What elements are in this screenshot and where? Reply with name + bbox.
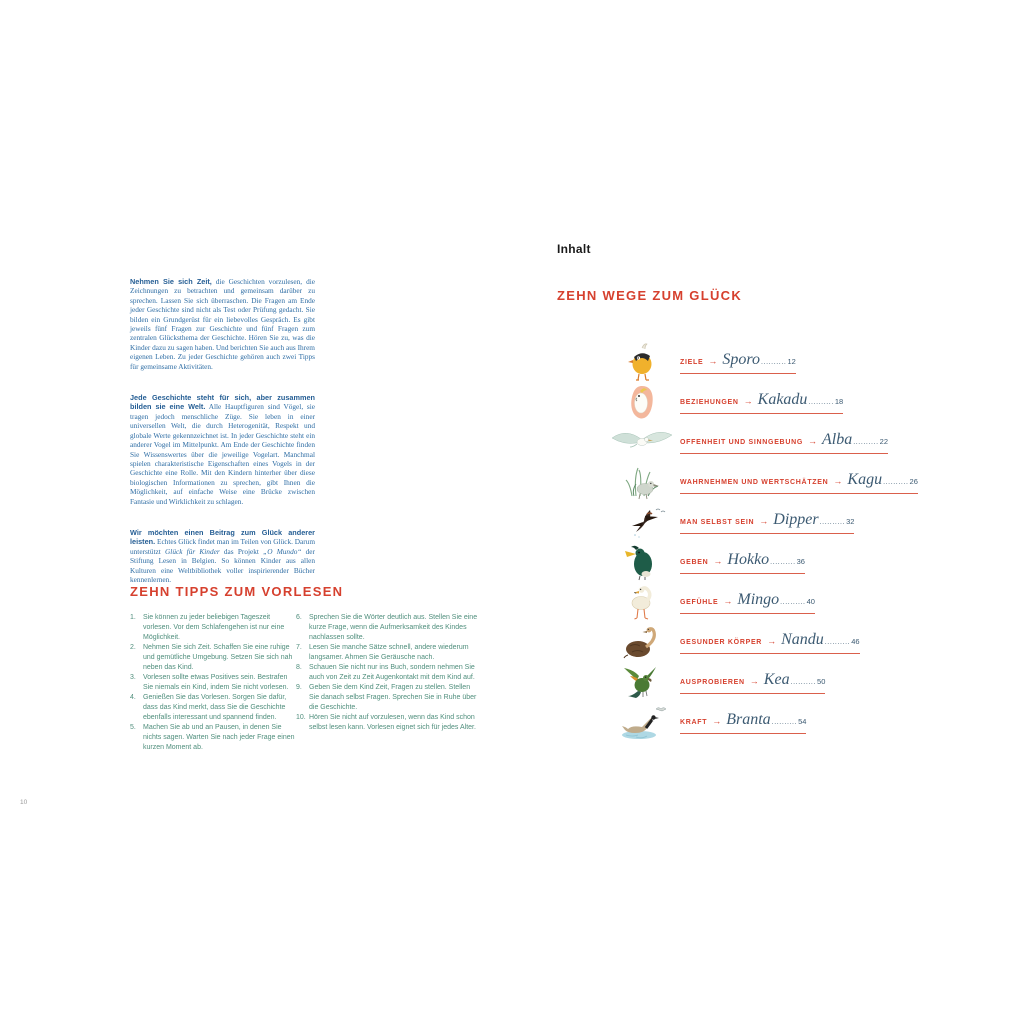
arrow-icon: → — [712, 715, 722, 726]
toc-entry-gesunder-koerper — [610, 622, 940, 662]
dotted-leader — [853, 439, 878, 446]
toc-label: GEBEN — [680, 558, 709, 566]
tip-text: Nehmen Sie sich Zeit. Schaffen Sie eine ruhige und gemütliche Umgebung. Setzen Sie sich nah neben das Kind. — [143, 644, 293, 671]
tip-item — [296, 613, 478, 643]
paragraph-body: Echtes Glück findet man im Teilen von Glück. Darum unterstützt — [130, 537, 316, 556]
paragraph-body: der Stiftung Lesen in Belgien. So können Kinder aus allen Kulturen eine Weltbibliothek voller inspirierender Bücher kennenlernen. — [130, 546, 315, 584]
toc-entry-kraft — [610, 702, 940, 742]
bird-name: Kakadu — [757, 390, 808, 408]
tip-number: 2. — [130, 644, 136, 651]
paragraph-lead: Wir möchten einen Beitrag zum Glück anderer leisten. — [130, 527, 315, 547]
toc-entry-text — [680, 631, 860, 654]
intro-paragraph-2 — [130, 393, 315, 506]
tips-section-heading: ZEHN TIPPS ZUM VORLESEN — [130, 584, 344, 599]
nandu-bird-illustration — [610, 622, 674, 662]
toc-label: BEZIEHUNGEN — [680, 398, 739, 406]
mingo-bird-illustration — [610, 582, 674, 622]
alba-bird-illustration — [610, 422, 674, 462]
tip-number: 4. — [130, 694, 136, 701]
tip-text: Sprechen Sie die Wörter deutlich aus. Stellen Sie eine kurze Frage, wenn die Aufmerksamkeit des Kindes nachlassen sollte. — [309, 614, 478, 641]
toc-label: AUSPROBIEREN — [680, 678, 745, 686]
toc-page-number: 40 — [806, 596, 815, 606]
tip-text: Lesen Sie manche Sätze schnell, andere wiederum langsamer. Ahmen Sie Geräusche nach. — [309, 644, 469, 661]
bird-name: Dipper — [773, 510, 819, 528]
toc-label: MAN SELBST SEIN — [680, 518, 755, 526]
paragraph-lead: Nehmen Sie sich Zeit, — [130, 277, 212, 286]
toc-entry-text — [680, 711, 806, 734]
tip-text: Schauen Sie nicht nur ins Buch, sondern nehmen Sie auch von Zeit zu Zeit Augenkontakt mit dem Kind auf. — [309, 664, 475, 681]
dotted-leader — [791, 679, 816, 686]
dipper-bird-illustration — [610, 502, 674, 542]
toc-entry-text — [680, 471, 918, 494]
dotted-leader — [772, 719, 797, 726]
toc-page-number: 46 — [851, 636, 860, 646]
tip-number: 3. — [130, 674, 136, 681]
dotted-leader — [825, 639, 850, 646]
arrow-icon: → — [749, 675, 759, 686]
tip-text: Sie können zu jeder beliebigen Tageszeit vorlesen. Vor dem Schlafengehen ist nur eine Möglichkeit. — [143, 614, 285, 641]
tip-item — [296, 683, 478, 713]
intro-text-column — [130, 277, 315, 606]
tip-text: Vorlesen sollte etwas Positives sein. Bestrafen Sie niemals ein Kind, indem Sie nicht vorlesen. — [143, 674, 289, 691]
toc-page-number: 50 — [817, 676, 826, 686]
page-number: 10 — [20, 799, 28, 806]
bird-name: Kea — [763, 670, 790, 688]
paragraph-body: das Projekt — [219, 546, 264, 556]
bird-name: Mingo — [737, 590, 780, 608]
sporo-bird-illustration — [610, 342, 674, 382]
tip-item — [130, 723, 296, 753]
tip-text: Machen Sie ab und an Pausen, in denen Sie nichts sagen. Warten Sie nach jeder Frage einen kurzen Moment ab. — [143, 724, 295, 751]
tip-item — [130, 643, 296, 673]
kakadu-bird-illustration — [610, 382, 674, 422]
book-title-italic: Glück für Kinder — [165, 546, 220, 556]
dotted-leader — [770, 559, 795, 566]
arrow-icon: → — [767, 635, 777, 646]
intro-paragraph-1 — [130, 277, 315, 371]
kea-bird-illustration — [610, 662, 674, 702]
toc-label: KRAFT — [680, 718, 708, 726]
tip-number: 5. — [130, 724, 136, 731]
tip-number: 1. — [130, 614, 136, 621]
bird-name: Nandu — [781, 630, 824, 648]
tip-text: Genießen Sie das Vorlesen. Sorgen Sie dafür, dass das Kind merkt, dass Sie die Geschichte ebenfalls interessant und spannend finden. — [143, 694, 287, 721]
toc-entry-gefuehle — [610, 582, 940, 622]
paragraph-body: Alle Hauptfiguren sind Vögel, sie tragen jedoch menschliche Züge. Sie leben in einer universellen Welt, die durch Heterogenität, Respekt und globale Werte gekennzeichnet ist. In jeder Geschichte steht ein anderer Vogel im Mittelpunkt. Am Ende der Geschichte finden Sie Wissenswertes über die jeweilige Vogelart. Manchmal spielen charakteristische Eigenschaften eines Vogels in der Geschichte eine Rolle. Mit den Kindern hinterher über diese biologischen Informationen zu sprechen, gibt Ihnen die Möglichkeit, auf einfache Weise eine Brücke zwischen Fantasie und Wirklichkeit zu schlagen. — [130, 402, 315, 506]
toc-page-number: 54 — [798, 716, 807, 726]
tip-item — [296, 643, 478, 663]
bird-name: Branta — [726, 710, 771, 728]
paragraph-body: die Geschichten vorzulesen, die Zeichnungen zu betrachten und gemeinsam darüber zu sprechen. Lassen Sie sich überraschen. Die Fragen am Ende jeder Geschichte sind nicht als Test oder Prüfung gedacht. Sie bilden ein Grundgerüst für ein liebevolles Gespräch. Es gibt jeweils fünf Fragen zur Geschichte und fünf Fragen zum zentralen Glücksthema der Geschichte. Hören Sie zu, was die Kinder dazu zu sagen haben. Und berichten Sie auch aus Ihrem eigenen Leben. Zu jeder Geschichte gehören auch zwei Tipps für gemeinsame Aktivitäten. — [130, 277, 315, 371]
toc-entry-man-selbst-sein — [610, 502, 940, 542]
dotted-leader — [820, 519, 845, 526]
toc-page-number: 32 — [846, 516, 855, 526]
tips-column-right — [296, 613, 478, 753]
tip-text: Geben Sie dem Kind Zeit, Fragen zu stellen. Stellen Sie danach selbst Fragen. Sprechen Sie in Ruhe über die Geschichte. — [309, 684, 477, 711]
tip-text: Hören Sie nicht auf vorzulesen, wenn das Kind schon selbst lesen kann. Vorlesen eignet sich für jedes Alter. — [309, 714, 476, 731]
kagu-bird-illustration — [610, 462, 674, 502]
toc-entry-text — [680, 591, 815, 614]
tip-item — [130, 613, 296, 643]
arrow-icon: → — [723, 595, 733, 606]
tips-column-left — [130, 613, 296, 753]
toc-label: ZIELE — [680, 358, 704, 366]
toc-page-number: 18 — [834, 396, 844, 406]
toc-entry-geben — [610, 542, 940, 582]
tips-list — [130, 613, 478, 753]
toc-entry-offenheit — [610, 422, 940, 462]
arrow-icon: → — [833, 475, 843, 486]
project-name-italic: „O Mundo“ — [263, 546, 302, 556]
tip-item — [130, 673, 296, 693]
bird-name: Kagu — [847, 470, 883, 488]
dotted-leader — [883, 479, 908, 486]
arrow-icon: → — [713, 555, 723, 566]
toc-label: GEFÜHLE — [680, 598, 719, 606]
dotted-leader — [761, 359, 786, 366]
toc-label: OFFENHEIT UND SINNGEBUNG — [680, 438, 803, 446]
arrow-icon: → — [708, 355, 718, 366]
hokko-bird-illustration — [610, 542, 674, 582]
bird-name: Alba — [821, 430, 853, 448]
dotted-leader — [808, 399, 833, 406]
toc-label: WAHRNEHMEN UND WERTSCHÄTZEN — [680, 478, 829, 486]
toc-entry-text — [680, 551, 805, 574]
toc-entry-beziehungen — [610, 382, 940, 422]
toc-entry-text — [680, 431, 888, 454]
dotted-leader — [780, 599, 805, 606]
tip-number: 6. — [296, 614, 302, 621]
tip-number: 9. — [296, 684, 302, 691]
toc-entry-wahrnehmen — [610, 462, 940, 502]
bird-name: Sporo — [722, 350, 760, 368]
toc-label: GESUNDER KÖRPER — [680, 638, 763, 646]
toc-entry-text — [680, 671, 825, 694]
paragraph-lead: Jede Geschichte steht für sich, aber zusammen bilden sie eine Welt. — [130, 393, 315, 412]
toc-entry-text — [680, 511, 854, 534]
toc-entry-text — [680, 391, 843, 414]
tip-item — [296, 663, 478, 683]
branta-bird-illustration — [610, 702, 674, 742]
toc-entry-ziele — [610, 342, 940, 382]
tip-number: 8. — [296, 664, 302, 671]
toc-page-number: 22 — [879, 436, 888, 446]
tip-number: 7. — [296, 644, 302, 651]
arrow-icon: → — [807, 435, 817, 446]
toc-entry-text — [680, 351, 796, 374]
toc-page-number: 36 — [796, 556, 805, 566]
tip-item — [296, 713, 478, 733]
toc-entry-ausprobieren — [610, 662, 940, 702]
toc-page-number: 26 — [909, 476, 918, 486]
bird-name: Hokko — [727, 550, 770, 568]
toc-page-number: 12 — [787, 356, 796, 366]
contents-title: Inhalt — [557, 242, 591, 256]
arrow-icon: → — [743, 395, 753, 406]
toc-section-heading: ZEHN WEGE ZUM GLÜCK — [557, 288, 743, 303]
tip-number: 10. — [296, 714, 306, 721]
tip-item — [130, 693, 296, 723]
arrow-icon: → — [759, 515, 769, 526]
intro-paragraph-3 — [130, 528, 315, 584]
